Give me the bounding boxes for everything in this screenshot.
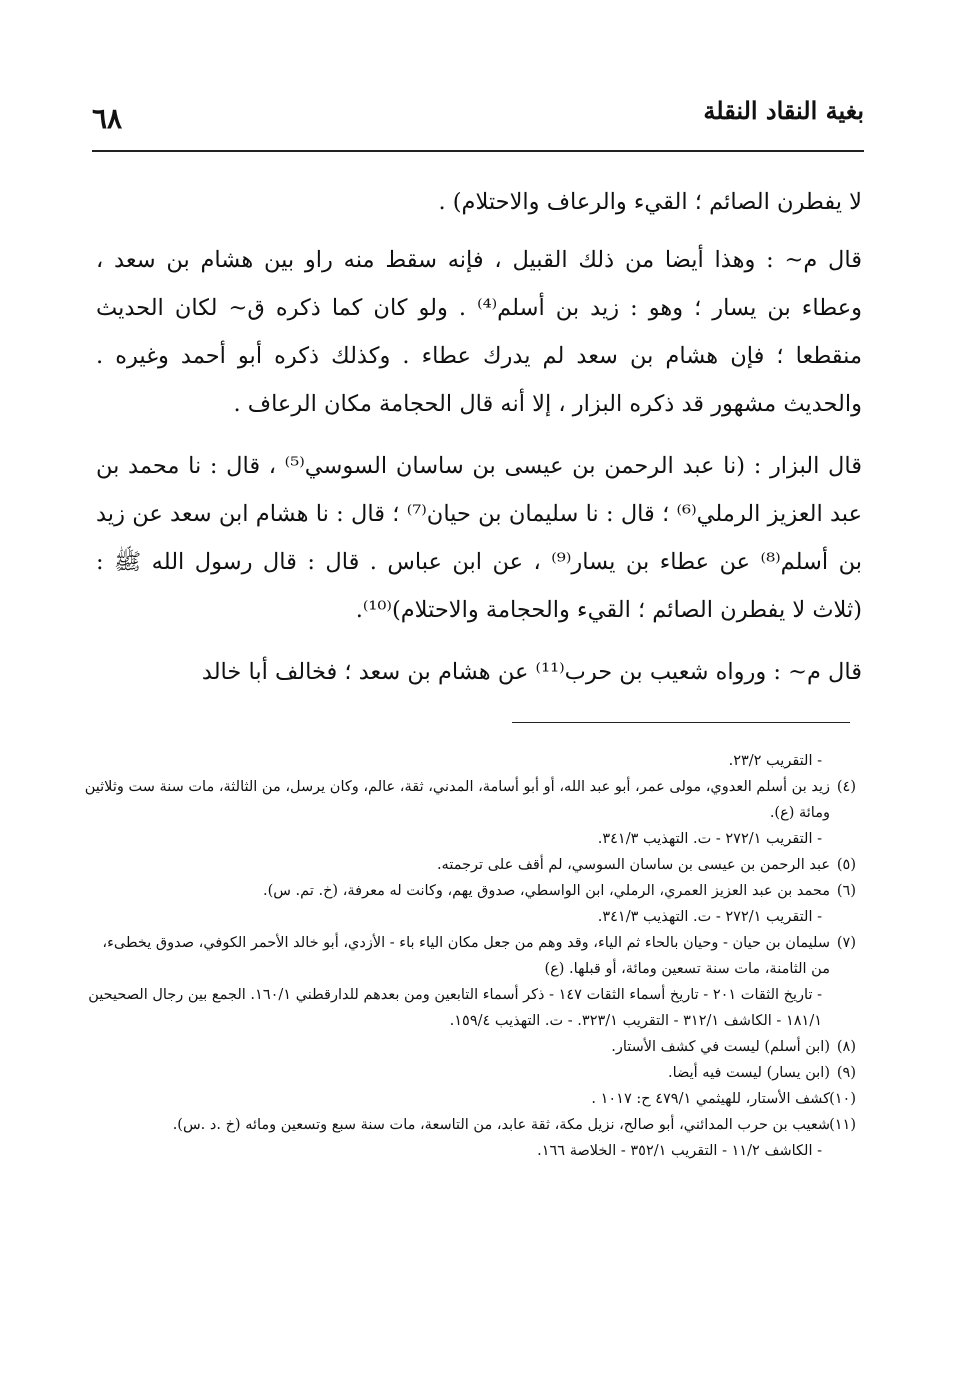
footnote-marker: (٩)	[836, 1065, 856, 1081]
paragraph: قال م~ : ورواه شعيب بن حرب⁽¹¹⁾ عن هشام بن سعد ؛ فخالف أبا خالد	[201, 659, 862, 685]
paragraph: قال م~ : وهذا أيضا من ذلك القبيل ، فإنه سقط منه راو بين هشام بن سعد ، وعطاء بن يسار ؛ وهو : زيد بن أسلم⁽⁴⁾ . ولو كان كما ذكره ق~ لكان الحديث منقطعا ؛ فإن هشام بن سعد لم يدرك عطاء . وكذلك ذكره أبو أحمد وغيره . والحديث مشهور قد ذكره البزار ، إلا أنه قال الحجامة مكان الرعاف .	[96, 247, 862, 417]
footnotes	[84, 748, 856, 1164]
footnote: (١٠) كشف الأستار، للهيثمي ٤٧٩/١ ح: ١٠١٧ .	[84, 1086, 856, 1112]
running-title: بغية النقاد النقلة	[703, 96, 864, 125]
page-number: ٦٨	[92, 102, 123, 135]
footnote: (٨) (ابن أسلم) ليست في كشف الأستار.	[84, 1034, 856, 1060]
page-header	[92, 96, 864, 148]
footnote-reference-line: - التقريب ٢٧٢/١ - ت. التهذيب ٣٤١/٣.	[597, 831, 822, 847]
footnote: (٩) (ابن يسار) ليست فيه أيضا.	[84, 1060, 856, 1086]
footnote-reference-line: - التقريب ٢٣/٢.	[728, 753, 822, 769]
paragraph: قال البزار : (نا عبد الرحمن بن عيسى بن ساسان السوسي⁽⁵⁾ ، قال : نا محمد بن عبد العزيز الرملي⁽⁶⁾ ؛ قال : نا سليمان بن حيان⁽⁷⁾ ؛ قال : نا هشام ابن سعد عن زيد بن أسلم⁽⁸⁾ عن عطاء بن يسار⁽⁹⁾ ، عن ابن عباس . قال : قال رسول الله ﷺ : (ثلاث لا يفطرن الصائم ؛ القيء والحجامة والاحتلام)⁽¹⁰⁾.	[96, 453, 863, 623]
footnote-marker: (٨)	[836, 1039, 856, 1055]
footnote-marker: (٥)	[836, 857, 856, 873]
paragraph: لا يفطرن الصائم ؛ القيء والرعاف والاحتلام) .	[438, 189, 862, 215]
main-text	[96, 178, 862, 710]
footnote-marker: (٧)	[836, 935, 856, 951]
header-rule	[92, 150, 864, 152]
footnote-reference-line: - الكاشف ١١/٢ - التقريب ٣٥٢/١ - الخلاصة ١٦٦.	[537, 1143, 822, 1159]
footnote: (١١) شعيب بن حرب المدائني، أبو صالح، نزيل مكة، ثقة عابد، من التاسعة، مات سنة سبع وتسعين ومائه (خ .د .س).	[84, 1112, 856, 1138]
footnote: (٧) سليمان بن حيان - وحيان بالحاء ثم الياء، وقد وهم من جعل مكان الياء باء - الأزدي، أبو خالد الأحمر الكوفي، صدوق يخطىء، من الثامنة، مات سنة تسعين ومائة، أو قبلها. (ع)	[84, 930, 856, 982]
footnote-marker: (٦)	[836, 883, 856, 899]
footnote-marker: (١٠)	[829, 1091, 856, 1107]
footnote-separator	[512, 722, 850, 723]
footnote-reference-line: - التقريب ٢٧٢/١ - ت. التهذيب ٣٤١/٣.	[597, 909, 822, 925]
footnote: (٥) عبد الرحمن بن عيسى بن ساسان السوسي، لم أقف على ترجمته.	[84, 852, 856, 878]
footnote-reference-line: - تاريخ الثقات ٢٠١ - تاريخ أسماء الثقات ١٤٧ - ذكر أسماء التابعين ومن بعدهم للدارقطني ١٦٠/١. الجمع بين رجال الصحيحين ١٨١/١ - الكاشف ٣١٢/١ - التقريب ٣٢٣/١. - ت. التهذيب ١٥٩/٤.	[88, 987, 822, 1029]
footnote-marker: (١١)	[829, 1117, 856, 1133]
footnote: (٤) زيد بن أسلم العدوي، مولى عمر، أبو عبد الله، أو أبو أسامة، المدني، ثقة، عالم، وكان يرسل، من الثالثة، مات سنة ست وثلاثين ومائة (ع).	[84, 774, 856, 826]
footnote: (٦) محمد بن عبد العزيز العمري، الرملي، ابن الواسطي، صدوق يهم، وكانت له معرفة، (خ. تم. س).	[84, 878, 856, 904]
footnote-marker: (٤)	[836, 779, 856, 795]
